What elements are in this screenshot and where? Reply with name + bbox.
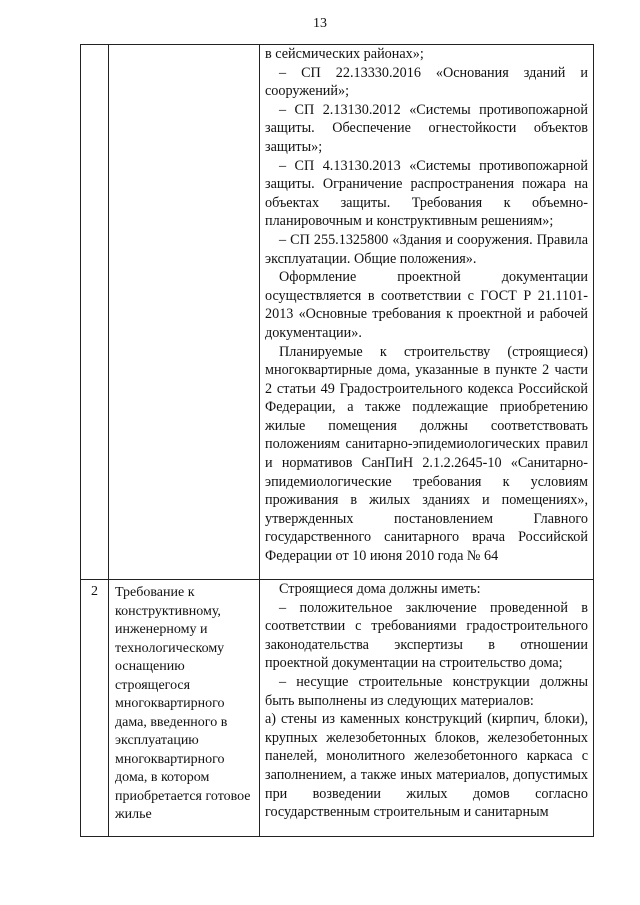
paragraph: Оформление проектной документации осуществляется в соответствии с ГОСТ Р 21.1101-2013 «Основные требования к проектной и рабочей документации».: [265, 269, 588, 341]
row-number: [81, 45, 109, 580]
paragraph: – СП 22.13330.2016 «Основания зданий и сооружений»;: [265, 64, 588, 100]
paragraph: в сейсмических районах»;: [265, 46, 424, 62]
requirement-text: [260, 580, 594, 837]
paragraph: а) стены из каменных конструкций (кирпич, блоки), крупных железобетонных блоков, железобетонных панелей, монолитного железобетонного каркаса с заполнением, а также иных материалов, допустимых при возведении жилых домов согласно государственным строительным и санитарным: [265, 711, 588, 821]
requirement-name: [109, 45, 260, 580]
paragraph: – СП 255.1325800 «Здания и сооружения. Правила эксплуатации. Общие положения».: [265, 231, 588, 267]
paragraph: – положительное заключение проведенной в соответствии с требованиями градостроительного законодательства экспертизы в отношении проектной документации на строительство дома;: [265, 599, 588, 672]
table-row: [81, 45, 594, 580]
requirement-name: Требование к конструктивному, инженерному и технологическому оснащению строящегося многоквартирного дама, введенного в эксплуатацию многоквартирного дома, в котором приобретается готовое жилье: [109, 580, 260, 837]
page-number: 13: [313, 16, 327, 31]
paragraph: Планируемые к строительству (строящиеся) многоквартирные дома, указанные в пункте 2 части 2 статьи 49 Градостроительного кодекса Российской Федерации, а также подлежащие приобретению жилые помещения должны соответствовать положениям санитарно-эпидемиологических правил и нормативов СанПиН 2.1.2.2645-10 «Санитарно-эпидемиологические требования к условиям проживания в жилых зданиях и помещениях», утвержденных постановлением Главного государственного санитарного врача Российской Федерации от 10 июня 2010 года № 64: [265, 343, 588, 565]
requirement-text: [260, 45, 594, 580]
requirements-table: [80, 44, 594, 837]
paragraph: – СП 4.13130.2013 «Системы противопожарной защиты. Ограничение распространения пожара на объектах защиты. Требования к объемно-планировочным и конструктивным решениям»;: [265, 157, 588, 230]
paragraph: Строящиеся дома должны иметь:: [279, 581, 481, 597]
paragraph: – несущие строительные конструкции должны быть выполнены из следующих материалов:: [265, 673, 588, 709]
paragraph: – СП 2.13130.2012 «Системы противопожарной защиты. Обеспечение огнестойкости объектов защиты»;: [265, 101, 588, 155]
row-number: 2: [81, 580, 109, 837]
table-row: [81, 580, 594, 837]
